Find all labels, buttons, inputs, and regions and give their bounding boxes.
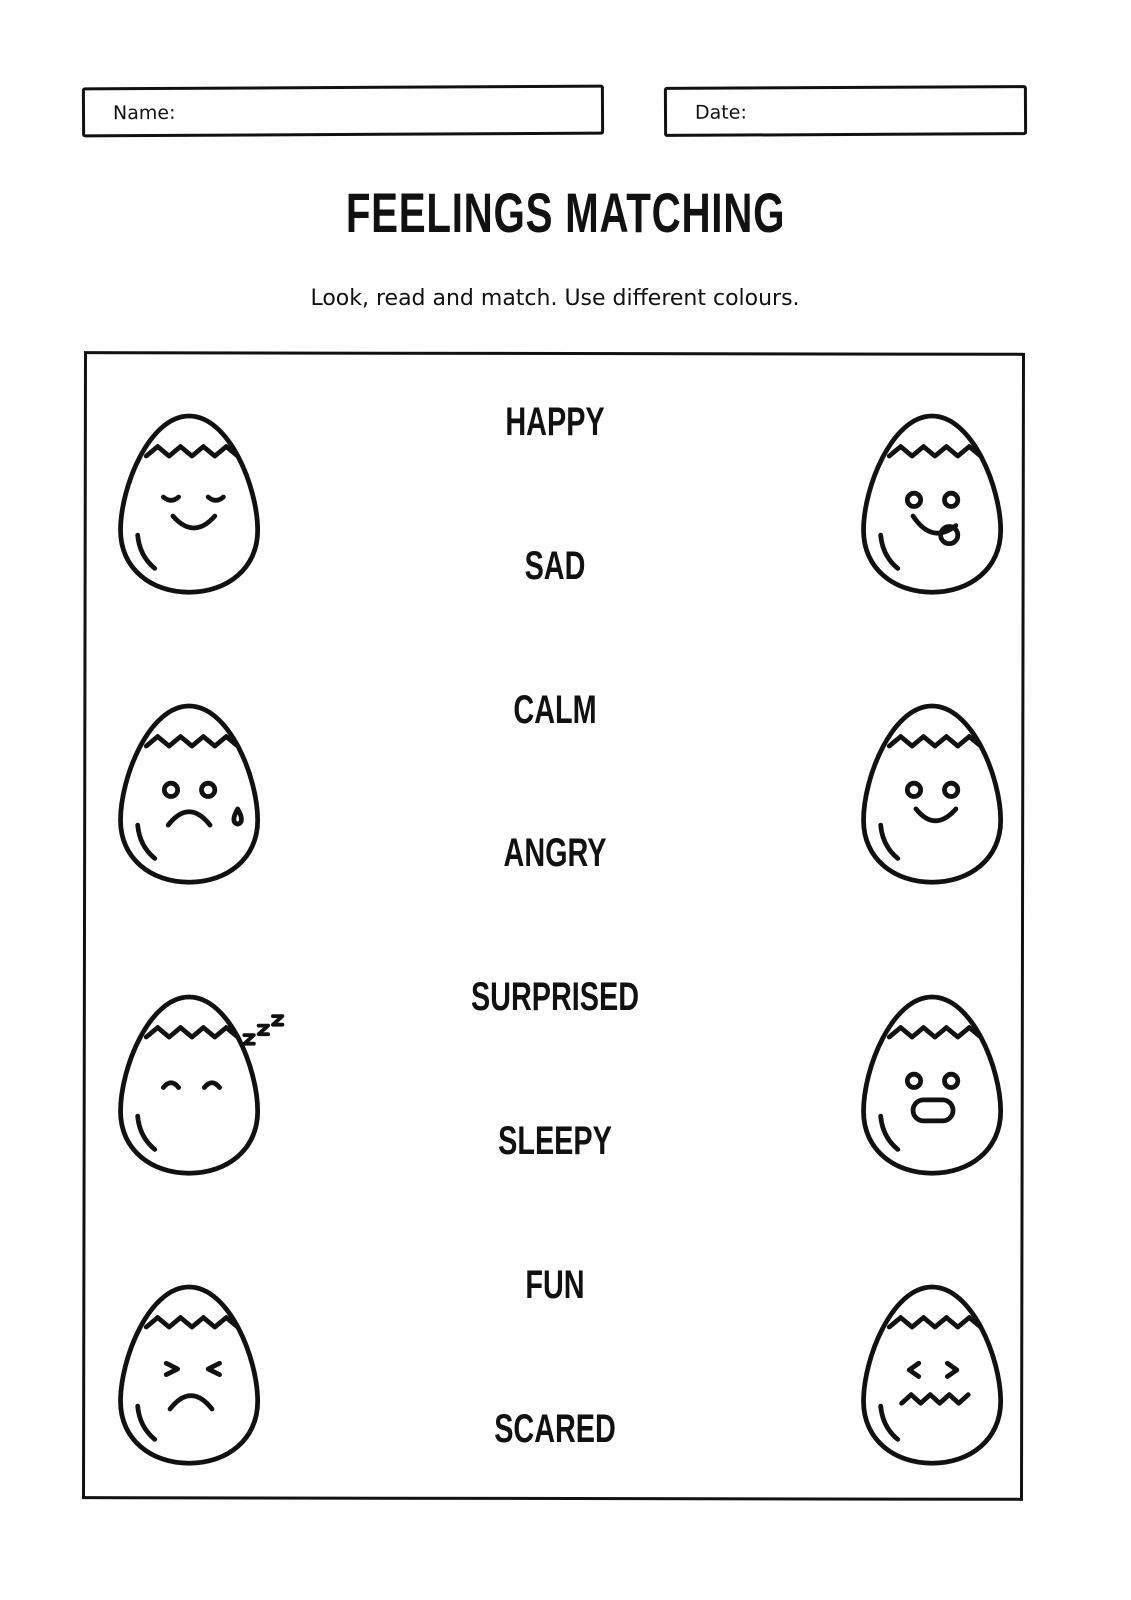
page-title: FEELINGS MATCHING (345, 181, 786, 244)
angry-egg-icon[interactable] (111, 1268, 271, 1468)
date-label: Date: (694, 101, 747, 124)
fun-egg-icon[interactable] (854, 397, 1014, 597)
calm-egg-icon[interactable] (111, 397, 271, 597)
sleepy-egg-icon[interactable] (111, 978, 271, 1178)
feeling-word-angry[interactable]: ANGRY (503, 831, 607, 876)
scared-egg-icon[interactable] (854, 1268, 1014, 1468)
feeling-word-happy[interactable]: HAPPY (505, 400, 605, 444)
date-field[interactable] (664, 85, 1027, 137)
feeling-word-sad[interactable]: SAD (524, 543, 586, 588)
feeling-word-sleepy[interactable]: SLEEPY (498, 1119, 612, 1163)
feeling-word-scared[interactable]: SCARED (494, 1406, 616, 1451)
feeling-word-calm[interactable]: CALM (513, 687, 597, 732)
feeling-word-fun[interactable]: FUN (525, 1262, 585, 1307)
instructions: Look, read and match. Use different colours. (310, 286, 800, 311)
sad-egg-icon[interactable] (111, 687, 271, 887)
happy-egg-icon[interactable] (854, 687, 1014, 887)
name-field[interactable] (82, 85, 604, 138)
feeling-word-surprised[interactable]: SURPRISED (470, 975, 640, 1020)
surprised-egg-icon[interactable] (854, 978, 1014, 1178)
name-label: Name: (112, 101, 176, 125)
